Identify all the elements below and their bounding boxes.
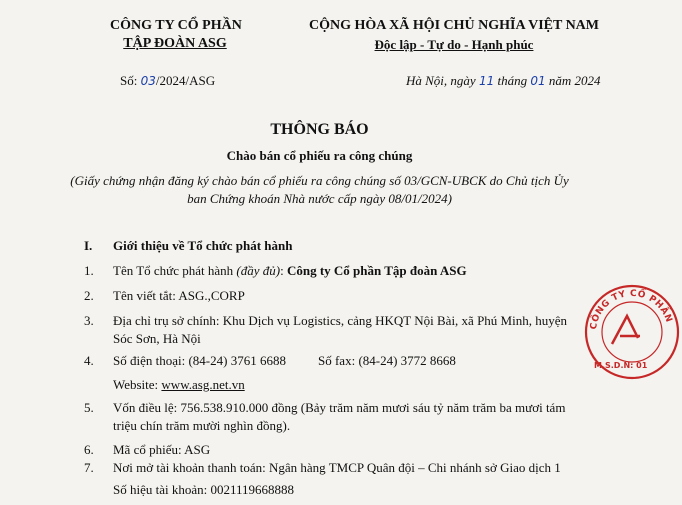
item-number: 5. — [84, 400, 94, 415]
item-number: 3. — [84, 313, 94, 328]
issuer-colon: : — [280, 263, 287, 278]
fax-number: Số fax: (84-24) 3772 8668 — [318, 353, 456, 368]
date-month-label: tháng — [494, 73, 531, 88]
seal-logo-icon — [612, 316, 640, 344]
republic-title: CỘNG HÒA XÃ HỘI CHỦ NGHĨA VIỆT NAM — [308, 18, 599, 33]
issuer-full-name — [113, 263, 467, 279]
certificate-note-line1: (Giấy chứng nhận đăng ký chào bán cổ phiếu ra công chúng số 03/GCN-UBCK do Chủ tịch Ủy — [70, 173, 569, 188]
charter-capital-line1: Vốn điều lệ: 756.538.910.000 đồng (Bảy trăm năm mươi sáu tỷ năm trăm ba mươi tám — [113, 400, 566, 415]
issuer-label: Tên Tổ chức phát hành — [113, 263, 237, 278]
issuer-label-italic: (đầy đủ) — [236, 263, 281, 278]
phone-number: Số điện thoại: (84-24) 3761 6688 — [113, 353, 286, 368]
address-line2: Sóc Sơn, Hà Nội — [113, 331, 201, 346]
company-seal-stamp — [582, 282, 682, 382]
item-number: 4. — [84, 353, 94, 368]
bank-account-place: Nơi mở tài khoản thanh toán: Ngân hàng TMCP Quân đội – Chi nhánh sở Giao dịch 1 — [113, 460, 561, 475]
company-name-line1: CÔNG TY CỔ PHẦN — [110, 18, 242, 33]
seal-code: M.S.D.N: 01 — [594, 361, 648, 370]
date-year: năm 2024 — [545, 73, 601, 88]
document-date — [406, 73, 601, 89]
bank-account-number: Số hiệu tài khoản: 0021119668888 — [113, 482, 295, 497]
item-number: 2. — [84, 288, 94, 303]
number-handwritten: 03 — [140, 74, 156, 88]
section-heading: Giới thiệu về Tổ chức phát hành — [113, 238, 293, 253]
website-label: Website: — [113, 377, 162, 392]
date-prefix: Hà Nội, ngày — [406, 73, 479, 88]
short-name: Tên viết tắt: ASG.,CORP — [113, 288, 245, 303]
item-number: 7. — [84, 460, 94, 475]
notice-title: THÔNG BÁO — [270, 121, 369, 138]
address-line1: Địa chỉ trụ sở chính: Khu Dịch vụ Logistics, cảng HKQT Nội Bài, xã Phú Minh, huyện — [113, 313, 567, 328]
company-name-line2: TẬP ĐOÀN ASG — [123, 36, 227, 51]
issuer-name-value: Công ty Cổ phần Tập đoàn ASG — [286, 263, 467, 278]
date-month: 01 — [530, 74, 546, 88]
item-number: 1. — [84, 263, 94, 278]
number-prefix: Số: — [120, 73, 141, 88]
website-link[interactable]: www.asg.net.vn — [161, 377, 245, 392]
document-number — [120, 73, 215, 89]
motto: Độc lập - Tự do - Hạnh phúc — [374, 37, 534, 52]
stock-code: Mã cổ phiếu: ASG — [113, 442, 211, 457]
notice-subtitle: Chào bán cổ phiếu ra công chúng — [226, 148, 413, 163]
charter-capital-line2: triệu chín trăm mười nghìn đồng). — [113, 418, 291, 433]
section-numeral: I. — [84, 238, 93, 253]
seal-text: CÔNG TY CỔ PHẦN — [588, 288, 674, 331]
website-row — [113, 377, 245, 393]
date-day: 11 — [478, 74, 495, 88]
item-number: 6. — [84, 442, 94, 457]
number-suffix: /2024/ASG — [155, 73, 216, 88]
certificate-note-line2: ban Chứng khoán Nhà nước cấp ngày 08/01/2024) — [187, 191, 452, 206]
